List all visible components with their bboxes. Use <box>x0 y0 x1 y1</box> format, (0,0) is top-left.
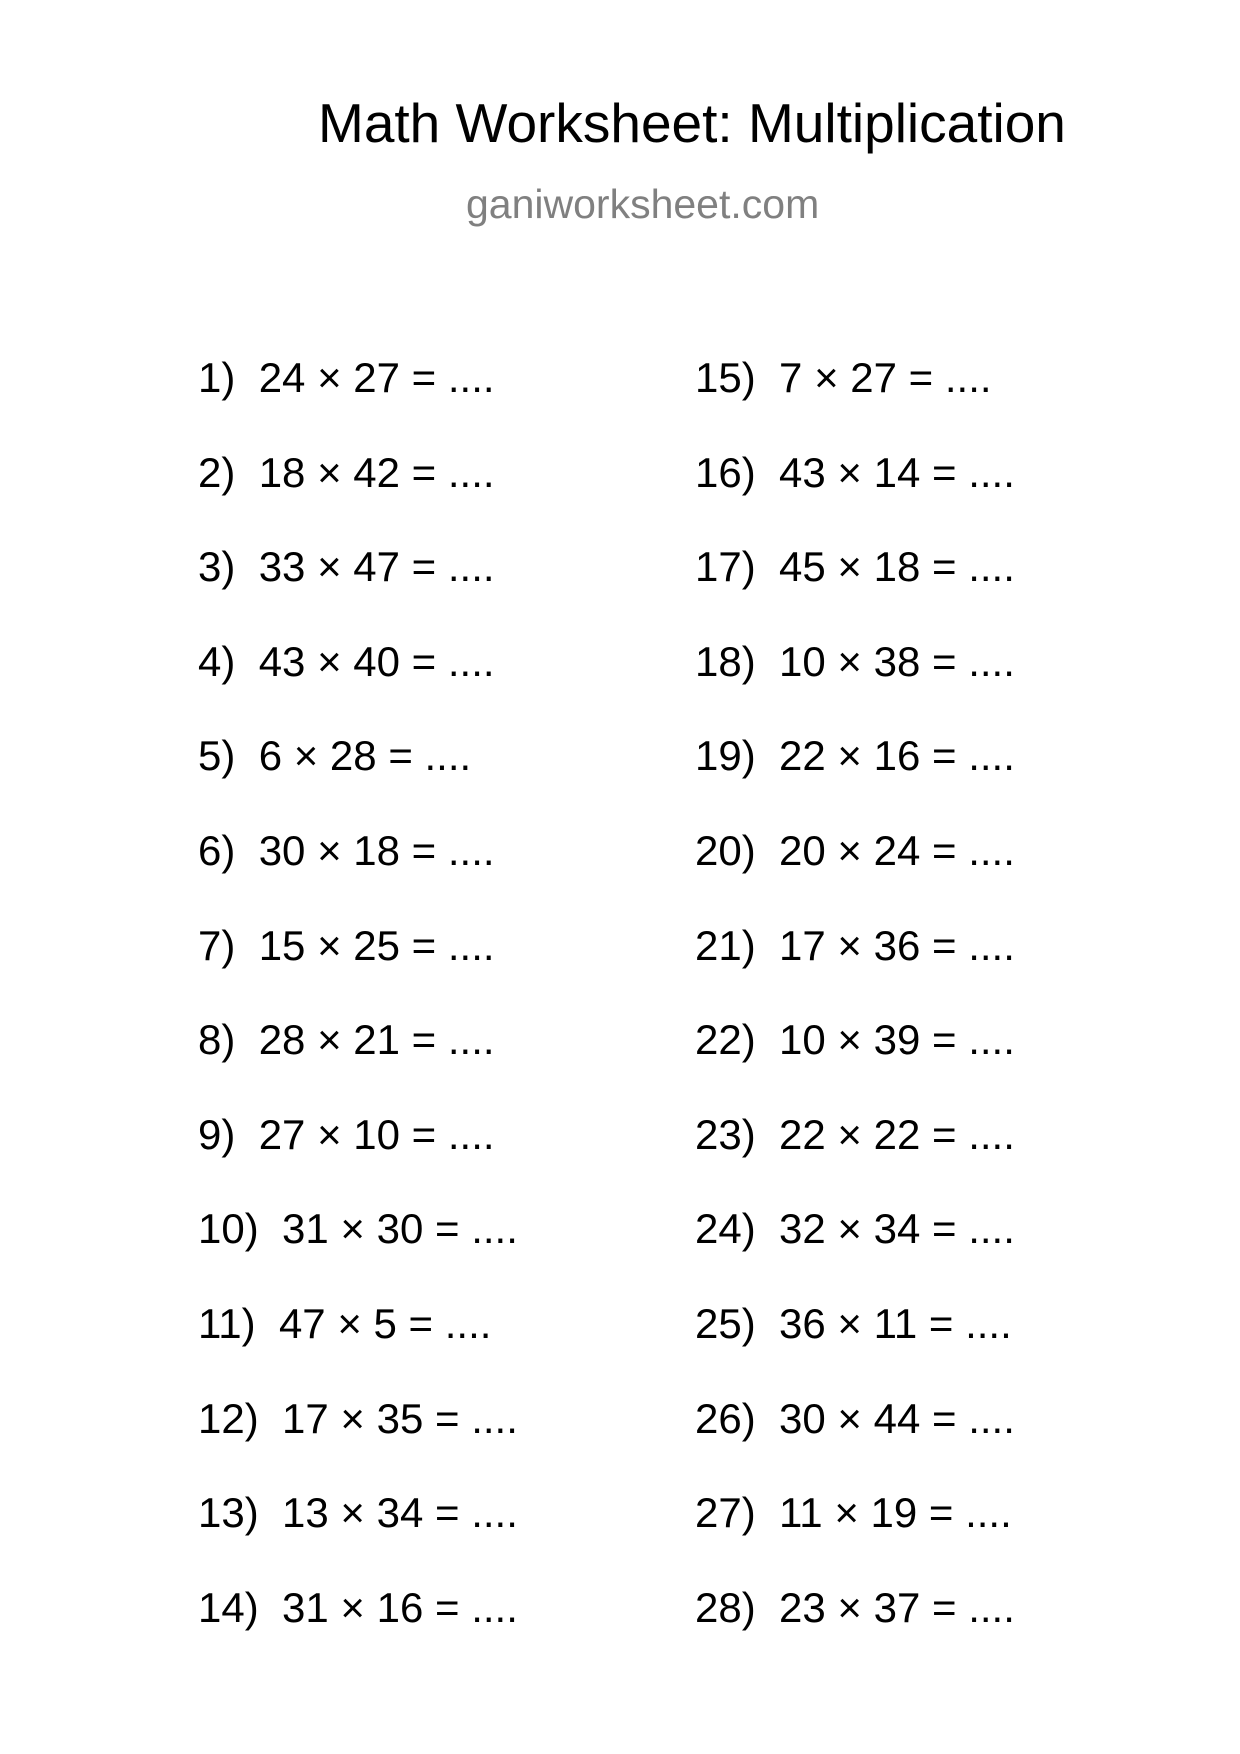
problem-number: 28) <box>695 1583 756 1631</box>
problem-item <box>695 1580 1015 1675</box>
problem-item <box>198 634 518 729</box>
problem-expression: 27 × 10 = .... <box>258 1110 495 1158</box>
problem-expression: 24 × 27 = .... <box>258 354 495 401</box>
problem-column-right <box>695 350 1015 1674</box>
problem-number: 17) <box>695 543 756 591</box>
problem-item <box>695 634 1015 729</box>
problem-expression: 10 × 38 = .... <box>779 637 1015 685</box>
problem-number: 3) <box>198 543 236 591</box>
problem-expression: 31 × 30 = .... <box>282 1205 518 1253</box>
site-credit: ganiworksheet.com <box>466 181 820 227</box>
problem-expression: 11 × 19 = .... <box>779 1489 1012 1537</box>
problem-item <box>695 350 1015 445</box>
problem-item <box>695 1485 1015 1580</box>
problem-number: 25) <box>695 1299 756 1347</box>
problem-number: 18) <box>695 637 756 685</box>
problem-number: 14) <box>198 1583 259 1631</box>
problem-number: 11) <box>198 1299 256 1347</box>
problem-item <box>198 918 518 1013</box>
problem-number: 4) <box>198 637 236 685</box>
problem-item <box>198 1012 518 1107</box>
problem-item <box>198 445 518 540</box>
problem-expression: 18 × 42 = .... <box>258 448 495 496</box>
problem-expression: 28 × 21 = .... <box>258 1016 495 1064</box>
problem-number: 21) <box>695 921 756 969</box>
problem-expression: 22 × 22 = .... <box>779 1110 1015 1158</box>
problem-expression: 13 × 34 = .... <box>282 1489 518 1537</box>
page-title: Math Worksheet: Multiplication <box>318 92 1066 154</box>
problem-expression: 30 × 44 = .... <box>779 1394 1015 1442</box>
problem-number: 1) <box>198 354 236 401</box>
problem-item <box>695 1391 1015 1486</box>
problem-expression: 23 × 37 = .... <box>779 1583 1015 1631</box>
problem-number: 6) <box>198 826 236 874</box>
problem-number: 8) <box>198 1016 236 1064</box>
problem-expression: 43 × 40 = .... <box>258 637 495 685</box>
problem-number: 10) <box>198 1205 259 1253</box>
problem-number: 15) <box>695 354 756 401</box>
problem-expression: 22 × 16 = .... <box>779 732 1015 780</box>
problem-number: 19) <box>695 732 756 780</box>
problem-expression: 47 × 5 = .... <box>278 1299 492 1347</box>
problem-item <box>198 1580 518 1675</box>
problem-item <box>695 1201 1015 1296</box>
problem-number: 24) <box>695 1205 756 1253</box>
problem-number: 13) <box>198 1489 259 1537</box>
problem-item <box>198 823 518 918</box>
problem-item <box>198 1296 518 1391</box>
problem-number: 12) <box>198 1394 259 1442</box>
problem-number: 22) <box>695 1016 756 1064</box>
problem-number: 23) <box>695 1110 756 1158</box>
problem-number: 26) <box>695 1394 756 1442</box>
problem-number: 16) <box>695 448 756 496</box>
problem-expression: 20 × 24 = .... <box>779 826 1015 874</box>
problem-expression: 45 × 18 = .... <box>779 543 1015 591</box>
problem-number: 20) <box>695 826 756 874</box>
problem-item <box>198 350 518 445</box>
problem-item <box>198 1201 518 1296</box>
problem-number: 2) <box>198 448 236 496</box>
problem-expression: 6 × 28 = .... <box>258 732 472 780</box>
problem-expression: 17 × 36 = .... <box>779 921 1015 969</box>
problem-expression: 17 × 35 = .... <box>282 1394 518 1442</box>
problem-expression: 15 × 25 = .... <box>258 921 495 969</box>
problem-expression: 7 × 27 = .... <box>779 354 992 401</box>
problem-item <box>198 539 518 634</box>
problem-item <box>695 823 1015 918</box>
problem-expression: 10 × 39 = .... <box>779 1016 1015 1064</box>
problem-item <box>198 1107 518 1202</box>
problem-item <box>695 728 1015 823</box>
problem-number: 7) <box>198 921 236 969</box>
problem-column-left <box>198 350 518 1674</box>
problem-number: 5) <box>198 732 236 780</box>
problem-item <box>695 445 1015 540</box>
problem-expression: 36 × 11 = .... <box>779 1299 1012 1347</box>
problem-expression: 43 × 14 = .... <box>779 448 1015 496</box>
problem-expression: 30 × 18 = .... <box>258 826 495 874</box>
problem-item <box>695 918 1015 1013</box>
problem-expression: 31 × 16 = .... <box>282 1583 518 1631</box>
problem-item <box>198 1391 518 1486</box>
problem-item <box>198 728 518 823</box>
problem-item <box>695 1296 1015 1391</box>
problem-item <box>695 539 1015 634</box>
problem-item <box>695 1107 1015 1202</box>
problem-expression: 32 × 34 = .... <box>779 1205 1015 1253</box>
problem-item <box>198 1485 518 1580</box>
problem-number: 9) <box>198 1110 236 1158</box>
problem-expression: 33 × 47 = .... <box>258 543 495 591</box>
problem-item <box>695 1012 1015 1107</box>
problem-number: 27) <box>695 1489 756 1537</box>
